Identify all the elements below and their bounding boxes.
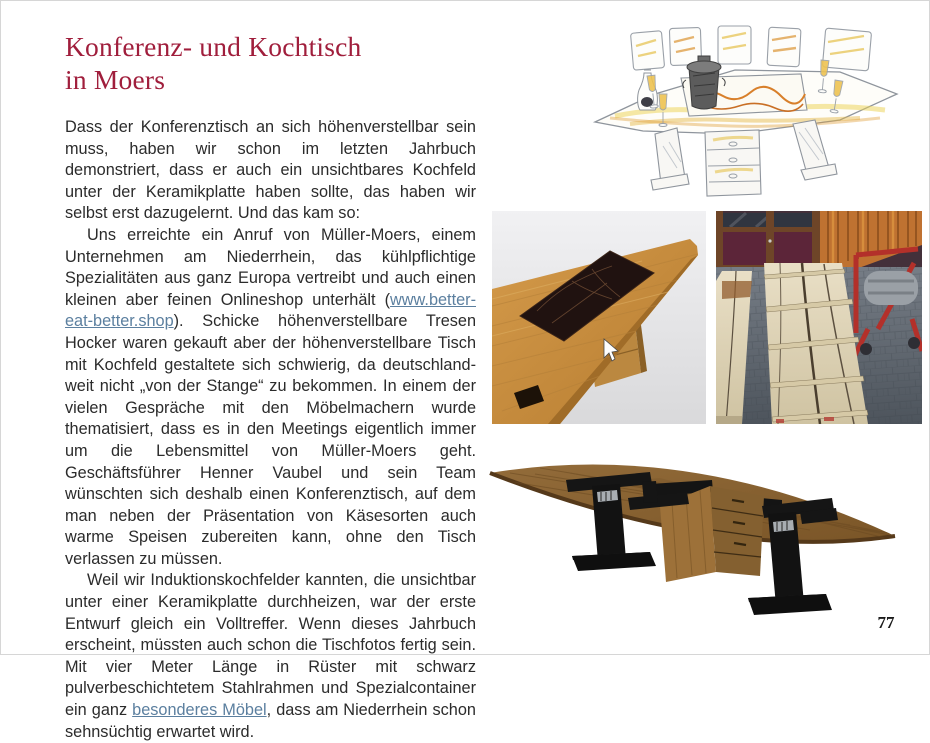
page-title-line2: in Moers [65,64,166,95]
paragraph-3-text: Weil wir Induktionskochfelder kannten, die unsichtbar unter einer Keramikplatte durchheizen, war der erste Entwurf gleich ein Volltreffer. Wenn dieses Jahrbuch erscheint, müssten auch schon die Tischfotos fertig sein. Mit vier Meter Länge in Rüster mit schwarz pulverbeschichtetem Stahlrahmen und Spezialcontainer ein ganz [65,571,476,720]
page-title-line1: Konferenz- und Kochtisch [65,31,362,62]
planks-photo-image [716,211,922,424]
table-render-image [492,211,706,424]
page-number: 77 [877,613,895,632]
paragraph-3 [65,570,476,743]
link-better-eat-better-shop[interactable]: www.better-eat-better.shop [65,290,476,331]
sketch-chairs [630,26,871,71]
sketch-image [585,18,915,198]
paragraph-3-text-cont: , dass am Niederrhein schon sehnsüchtig erwartet wird. [65,701,476,741]
paragraph-2 [65,225,476,571]
paragraph-2-text: Uns erreichte ein Anruf von Müller-Moers, einem Unternehmen am Niederrhein, das kühlpflichtige Spezialitäten aus ganz Europa vertreibt und auch einen kleinen aber feinen Onlineshop unterhält ( [65,225,476,309]
paragraph-1: Dass der Konferenztisch an sich höhenverstellbar sein muss, haben wir schon im letzten Jahrbuch demonstriert, dass er auch ein unsichtbares Kochfeld unter der Keramikplatte haben sollte, das haben wir selbst erst dazugelernt. Und das kam so: [65,118,476,223]
article-column [65,30,476,743]
table-cad-render-image [480,440,920,630]
page-title [65,30,476,96]
article-body [65,117,476,743]
link-besonderes-moebel[interactable]: besonderes Möbel [132,701,267,720]
paragraph-2-text-cont: ). Schicke höhenverstellbare Tresen Hocker waren gekauft aber der höhenverstellbare Tisch mit Kochfeld gestaltete sich schwierig, da deutschlandweit nicht „von der Stange“ zu bekommen. In einem der vielen Gespräche mit den Möbelmachern wurde thematisiert, dass es in den Meetings eigentlich immer um die Lebensmittel von Müller-Moers geht. Geschäftsführer Henner Vaubel und sein Team wünschten sich deshalb einen Konferenztisch, auf dem man neben der Präsentation von Käsesorten auch warme Speisen zubereiten kann, ohne den Tisch verlassen zu müssen. [65,312,476,568]
